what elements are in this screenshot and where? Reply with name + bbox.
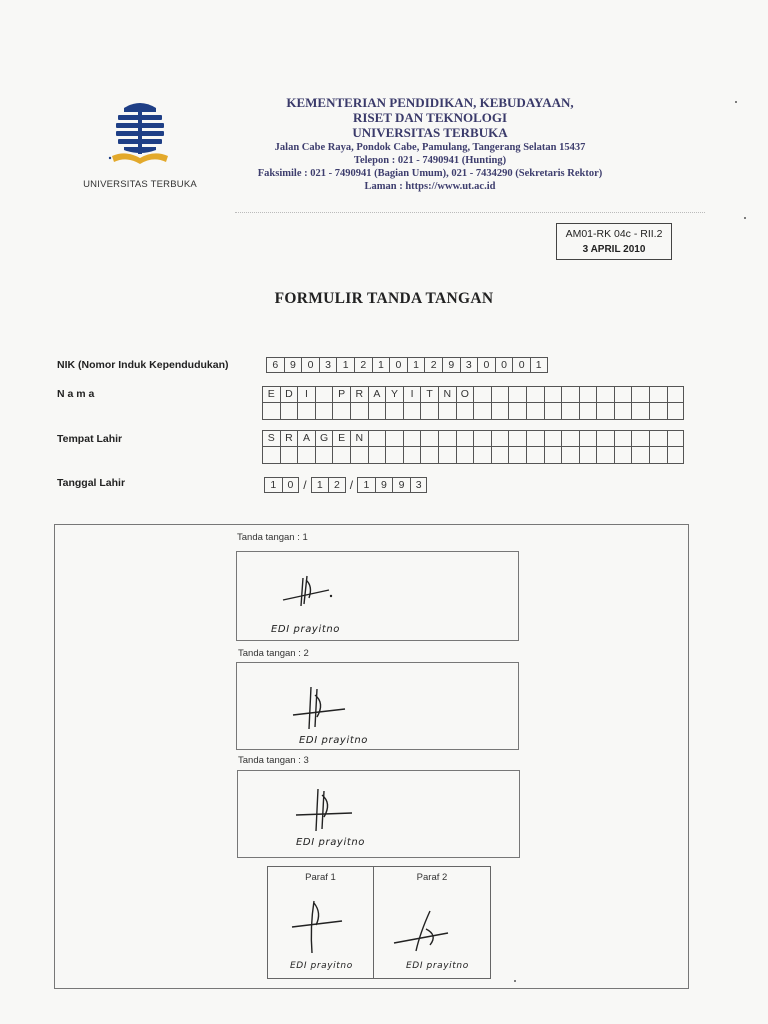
nama-char-box[interactable] xyxy=(544,403,562,420)
tempat-lahir-char-box[interactable] xyxy=(438,447,456,464)
signature-2-label: Tanda tangan : 2 xyxy=(238,648,309,659)
nik-char-box[interactable]: 9 xyxy=(442,357,460,373)
tempat-lahir-char-box[interactable] xyxy=(368,430,386,447)
document-code: AM01-RK 04c - RII.2 xyxy=(565,228,663,240)
signature-1-name: EDI prayitno xyxy=(271,624,341,635)
tempat-lahir-char-box[interactable] xyxy=(491,430,509,447)
tempat-lahir-char-box[interactable] xyxy=(368,447,386,464)
signature-3-scrawl xyxy=(292,785,362,835)
tanggal-lahir-label: Tanggal Lahir xyxy=(57,477,126,489)
tempat-lahir-char-box[interactable]: N xyxy=(350,430,368,447)
nama-char-box[interactable] xyxy=(420,403,438,420)
letterhead xyxy=(230,96,630,193)
nama-char-box[interactable] xyxy=(315,386,333,403)
nama-char-box[interactable] xyxy=(491,403,509,420)
nama-char-box[interactable] xyxy=(332,403,350,420)
paraf-1-scrawl xyxy=(288,897,348,957)
signature-1-label: Tanda tangan : 1 xyxy=(237,532,308,543)
paraf-2-name: EDI prayitno xyxy=(406,961,469,971)
nama-char-box[interactable] xyxy=(315,403,333,420)
nama-char-box[interactable] xyxy=(579,403,597,420)
document-code-box xyxy=(556,223,672,260)
nama-char-box[interactable] xyxy=(262,403,280,420)
tempat-lahir-char-box[interactable] xyxy=(526,447,544,464)
nik-label: NIK (Nomor Induk Kependudukan) xyxy=(57,359,229,371)
tempat-lahir-char-box[interactable]: A xyxy=(297,430,315,447)
nik-char-box[interactable]: 9 xyxy=(284,357,302,373)
nama-char-box[interactable] xyxy=(667,403,685,420)
date-separator: / xyxy=(303,478,307,492)
nama-char-box[interactable]: I xyxy=(403,386,421,403)
tempat-lahir-char-box[interactable] xyxy=(403,430,421,447)
tempat-lahir-char-box[interactable] xyxy=(508,430,526,447)
tempat-lahir-label: Tempat Lahir xyxy=(57,433,123,445)
tempat-lahir-char-box[interactable] xyxy=(332,447,350,464)
tempat-lahir-char-box[interactable] xyxy=(456,430,474,447)
nama-char-box[interactable] xyxy=(438,403,456,420)
tempat-lahir-char-box[interactable] xyxy=(350,447,368,464)
tempat-lahir-char-box[interactable] xyxy=(473,430,491,447)
year-char-box[interactable]: 1 xyxy=(357,477,375,493)
nik-grid xyxy=(266,357,548,373)
nama-char-box[interactable] xyxy=(491,386,509,403)
nama-label: N a m a xyxy=(57,388,95,400)
tempat-lahir-char-box[interactable] xyxy=(526,430,544,447)
nama-char-box[interactable] xyxy=(614,386,632,403)
nama-char-box[interactable] xyxy=(350,403,368,420)
nik-char-box[interactable]: 0 xyxy=(301,357,319,373)
nama-char-box[interactable] xyxy=(596,403,614,420)
tempat-lahir-char-box[interactable] xyxy=(438,430,456,447)
logo-caption: UNIVERSITAS TERBUKA xyxy=(83,179,197,190)
phone: Telepon : 021 - 7490941 (Hunting) xyxy=(353,154,507,166)
document-date: 3 APRIL 2010 xyxy=(582,244,646,255)
nik-char-box[interactable]: 0 xyxy=(389,357,407,373)
nama-char-box[interactable]: E xyxy=(262,386,280,403)
signature-2-scrawl xyxy=(287,683,357,733)
tempat-lahir-char-box[interactable] xyxy=(403,447,421,464)
nik-char-box[interactable]: 3 xyxy=(460,357,478,373)
paraf-1-box xyxy=(268,867,374,978)
nama-grid xyxy=(262,386,684,420)
tempat-lahir-char-box[interactable] xyxy=(473,447,491,464)
nama-char-box[interactable] xyxy=(403,403,421,420)
website: Laman : https://www.ut.ac.id xyxy=(364,181,496,193)
university-logo xyxy=(100,100,180,170)
nik-char-box[interactable]: 0 xyxy=(477,357,495,373)
nama-char-box[interactable] xyxy=(526,403,544,420)
tempat-lahir-char-box[interactable] xyxy=(631,447,649,464)
nama-char-box[interactable]: O xyxy=(456,386,474,403)
form-title: FORMULIR TANDA TANGAN xyxy=(274,290,494,307)
year-char-box[interactable]: 9 xyxy=(375,477,393,493)
date-separator: / xyxy=(349,478,354,492)
tempat-lahir-char-box[interactable] xyxy=(420,430,438,447)
tanggal-lahir-grid xyxy=(264,477,427,493)
nama-char-box[interactable] xyxy=(526,386,544,403)
paraf-table xyxy=(267,866,491,979)
signature-1-scrawl xyxy=(277,570,357,610)
nama-char-box[interactable] xyxy=(631,403,649,420)
nama-char-box[interactable] xyxy=(561,386,579,403)
tempat-lahir-grid xyxy=(262,430,684,464)
tempat-lahir-char-box[interactable] xyxy=(596,430,614,447)
ministry-line-2: RISET DAN TEKNOLOGI xyxy=(352,109,508,125)
nama-char-box[interactable] xyxy=(544,386,562,403)
nama-char-box[interactable]: I xyxy=(297,386,315,403)
paraf-1-name: EDI prayitno xyxy=(290,961,353,971)
tempat-lahir-char-box[interactable] xyxy=(280,447,298,464)
tempat-lahir-char-box[interactable] xyxy=(297,447,315,464)
signature-1-box xyxy=(236,551,519,641)
tempat-lahir-char-box[interactable] xyxy=(579,447,597,464)
nik-char-box[interactable]: 1 xyxy=(407,357,425,373)
nama-char-box[interactable] xyxy=(473,403,491,420)
nama-char-box[interactable]: P xyxy=(332,386,350,403)
nama-char-box[interactable] xyxy=(385,403,403,420)
tempat-lahir-char-box[interactable] xyxy=(420,447,438,464)
nama-char-box[interactable]: N xyxy=(438,386,456,403)
nama-char-box[interactable]: A xyxy=(368,386,386,403)
nama-char-box[interactable] xyxy=(508,403,526,420)
nama-char-box[interactable] xyxy=(561,403,579,420)
tempat-lahir-char-box[interactable] xyxy=(491,447,509,464)
nama-char-box[interactable] xyxy=(297,403,315,420)
scan-speck xyxy=(735,101,737,103)
signature-3-label: Tanda tangan : 3 xyxy=(238,755,309,766)
nama-char-box[interactable] xyxy=(280,403,298,420)
tempat-lahir-char-box[interactable] xyxy=(614,447,632,464)
nama-char-box[interactable] xyxy=(649,403,667,420)
month-char-box[interactable]: 2 xyxy=(328,477,346,493)
tanggal-lahir-year xyxy=(357,477,427,493)
tempat-lahir-char-box[interactable]: E xyxy=(332,430,350,447)
signature-2-box xyxy=(236,662,519,750)
tempat-lahir-char-box[interactable] xyxy=(649,447,667,464)
signature-3-name: EDI prayitno xyxy=(296,837,366,848)
tempat-lahir-char-box[interactable] xyxy=(631,430,649,447)
month-char-box[interactable]: 1 xyxy=(311,477,329,493)
nik-char-box[interactable]: 1 xyxy=(372,357,390,373)
nik-char-box[interactable]: 2 xyxy=(424,357,442,373)
tempat-lahir-char-box[interactable] xyxy=(315,447,333,464)
nama-char-box[interactable] xyxy=(667,386,685,403)
nama-char-box[interactable] xyxy=(631,386,649,403)
nama-char-box[interactable] xyxy=(473,386,491,403)
nama-char-box[interactable] xyxy=(579,386,597,403)
nama-char-box[interactable]: R xyxy=(350,386,368,403)
nik-char-box[interactable]: 3 xyxy=(319,357,337,373)
paraf-2-scrawl xyxy=(390,905,460,955)
tempat-lahir-char-box[interactable]: G xyxy=(315,430,333,447)
signature-2-name: EDI prayitno xyxy=(299,735,369,746)
nama-char-box[interactable] xyxy=(456,403,474,420)
tempat-lahir-char-box[interactable] xyxy=(579,430,597,447)
nama-row-1 xyxy=(262,386,684,403)
tempat-lahir-char-box[interactable] xyxy=(508,447,526,464)
tempat-lahir-char-box[interactable]: R xyxy=(280,430,298,447)
tempat-lahir-char-box[interactable] xyxy=(544,447,562,464)
address: Jalan Cabe Raya, Pondok Cabe, Pamulang, Tangerang Selatan 15437 xyxy=(274,141,586,153)
nama-char-box[interactable]: Y xyxy=(385,386,403,403)
tempat-lahir-char-box[interactable] xyxy=(385,447,403,464)
year-char-box[interactable]: 3 xyxy=(410,477,428,493)
tempat-lahir-char-box[interactable] xyxy=(596,447,614,464)
day-char-box[interactable]: 1 xyxy=(264,477,282,493)
tanggal-lahir-month xyxy=(311,477,346,493)
nama-char-box[interactable] xyxy=(368,403,386,420)
nama-char-box[interactable] xyxy=(508,386,526,403)
tempat-lahir-char-box[interactable] xyxy=(456,447,474,464)
tanggal-lahir-day xyxy=(264,477,299,493)
paraf-2-box xyxy=(374,867,490,978)
fax: Faksimile : 021 - 7490941 (Bagian Umum), 021 - 7434290 (Sekretaris Rektor) xyxy=(257,168,603,180)
nik-char-box[interactable]: 0 xyxy=(512,357,530,373)
paraf-1-label: Paraf 1 xyxy=(305,872,336,883)
tempat-lahir-char-box[interactable] xyxy=(561,447,579,464)
university-name: UNIVERSITAS TERBUKA xyxy=(352,124,508,140)
nik-char-box[interactable]: 0 xyxy=(495,357,513,373)
nama-char-box[interactable] xyxy=(649,386,667,403)
nik-char-box[interactable]: 2 xyxy=(354,357,372,373)
tempat-lahir-char-box[interactable] xyxy=(262,447,280,464)
nik-char-box[interactable]: 6 xyxy=(266,357,284,373)
header-divider xyxy=(235,212,705,213)
nama-char-box[interactable]: D xyxy=(280,386,298,403)
tempat-lahir-row-1 xyxy=(262,430,684,447)
ministry-line-1: KEMENTERIAN PENDIDIKAN, KEBUDAYAAN, xyxy=(286,95,574,110)
nik-char-box[interactable]: 1 xyxy=(336,357,354,373)
tempat-lahir-char-box[interactable] xyxy=(614,430,632,447)
scan-speck xyxy=(514,980,516,982)
nama-char-box[interactable] xyxy=(596,386,614,403)
paraf-2-label: Paraf 2 xyxy=(416,872,448,883)
tempat-lahir-char-box[interactable] xyxy=(544,430,562,447)
day-char-box[interactable]: 0 xyxy=(282,477,300,493)
year-char-box[interactable]: 9 xyxy=(392,477,410,493)
tempat-lahir-row-2 xyxy=(262,447,684,464)
nik-char-box[interactable]: 1 xyxy=(530,357,548,373)
tempat-lahir-char-box[interactable] xyxy=(385,430,403,447)
nama-row-2 xyxy=(262,403,684,420)
tempat-lahir-char-box[interactable] xyxy=(561,430,579,447)
tempat-lahir-char-box[interactable] xyxy=(649,430,667,447)
tempat-lahir-char-box[interactable] xyxy=(667,447,685,464)
signature-3-box xyxy=(237,770,520,858)
tempat-lahir-char-box[interactable] xyxy=(667,430,685,447)
nama-char-box[interactable] xyxy=(614,403,632,420)
nama-char-box[interactable]: T xyxy=(420,386,438,403)
tempat-lahir-char-box[interactable]: S xyxy=(262,430,280,447)
scan-speck xyxy=(744,217,746,219)
